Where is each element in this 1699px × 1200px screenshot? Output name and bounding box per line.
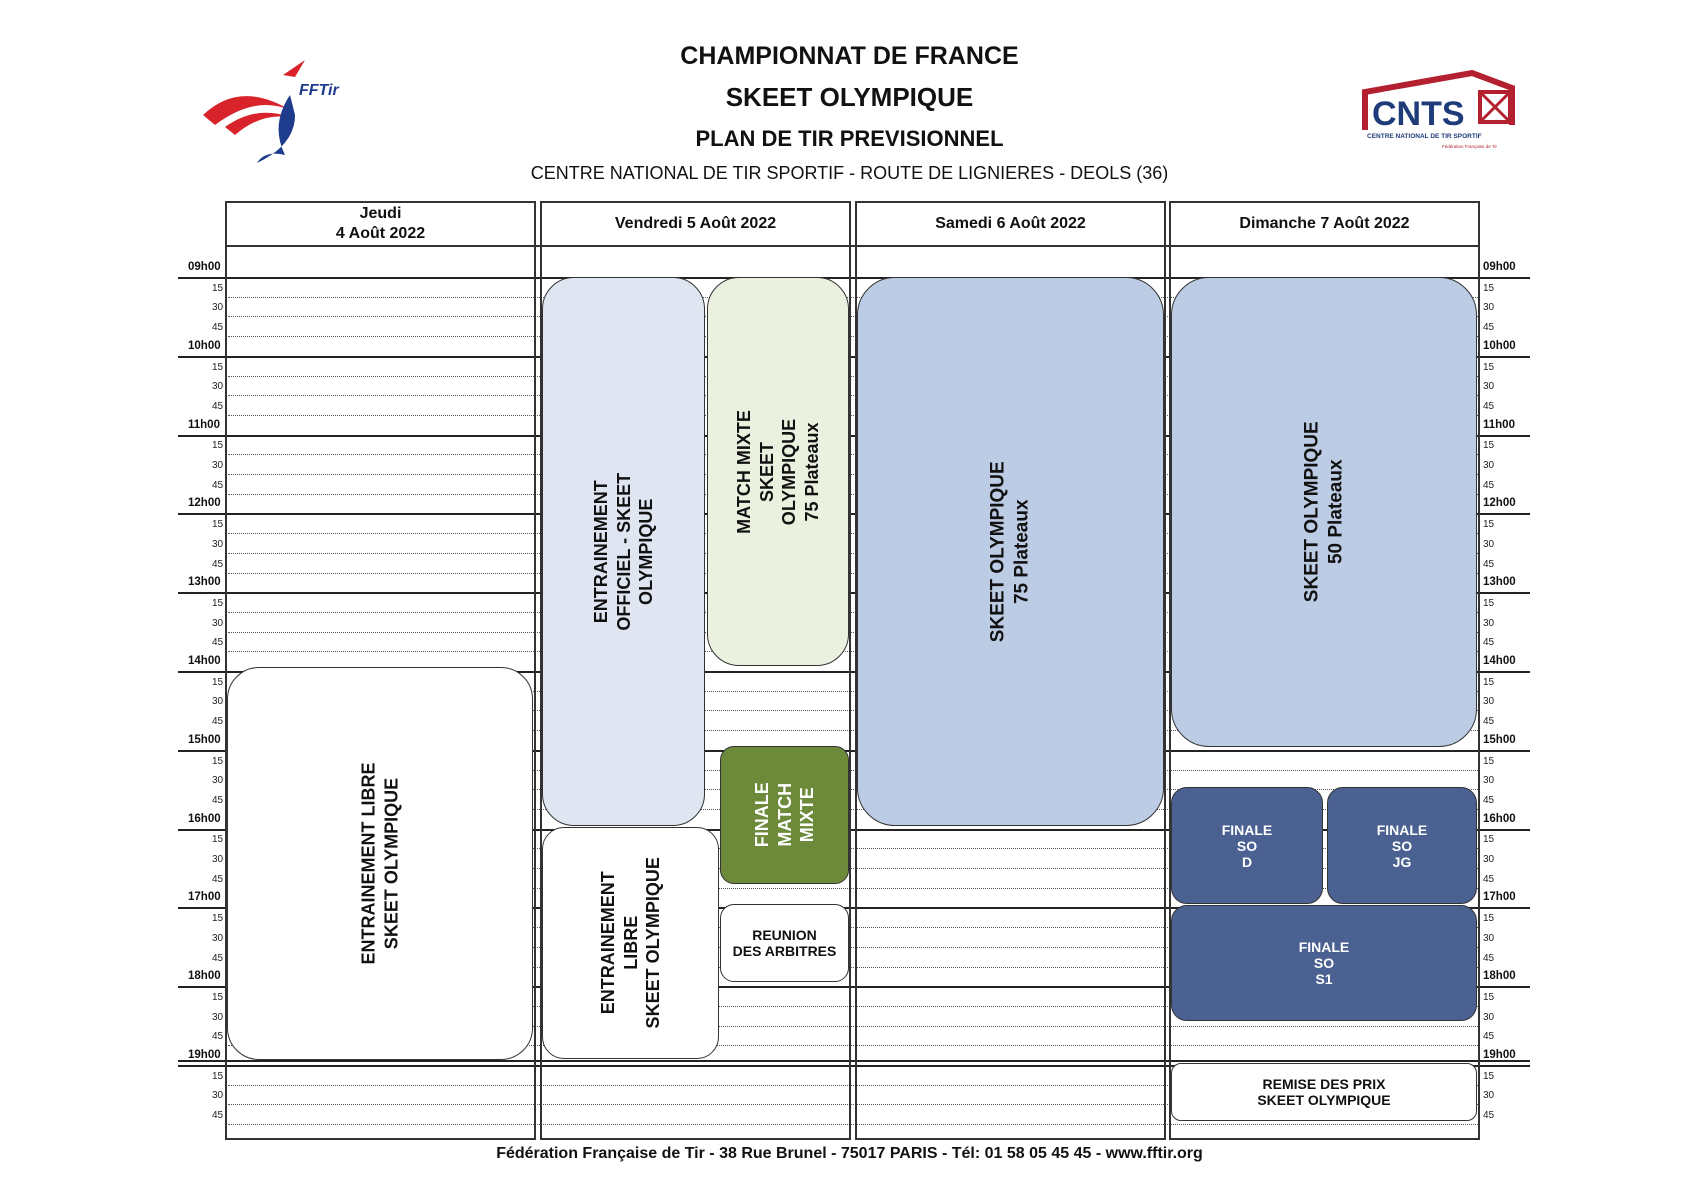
hour-label-right: 09h00 (1483, 261, 1516, 273)
minute-label-right: 30 (1483, 1090, 1495, 1102)
hour-label-left: 17h00 (188, 891, 221, 904)
hour-label-left: 13h00 (188, 576, 221, 589)
minute-label-left: 15 (212, 597, 224, 609)
hour-label-left: 16h00 (188, 812, 221, 825)
minute-label-left: 15 (212, 991, 224, 1003)
day-header-samedi: Samedi 6 Août 2022 (935, 215, 1086, 232)
footer-contact: Fédération Française de Tir - 38 Rue Brunel - 75017 PARIS - Tél: 01 58 05 45 45 - www.fftir.org (496, 1145, 1203, 1162)
minute-label-right: 15 (1483, 755, 1495, 767)
minute-label-right: 15 (1483, 361, 1495, 373)
event-vendredi-reunion-arbitres (720, 904, 849, 982)
event-label: SKEET OLYMPIQUE 50 Plateaux (1301, 421, 1346, 603)
minute-label-right: 30 (1483, 538, 1495, 550)
minute-label-left: 45 (212, 558, 224, 570)
hour-label-right: 11h00 (1483, 418, 1515, 431)
fftir-logo (195, 55, 370, 165)
minute-label-right: 45 (1483, 716, 1495, 728)
minute-label-left: 15 (212, 913, 224, 925)
hour-label-right: 18h00 (1483, 970, 1516, 983)
minute-label-right: 45 (1483, 400, 1495, 412)
minute-label-right: 15 (1483, 834, 1495, 846)
minute-label-left: 15 (212, 440, 224, 452)
event-vendredi-entrainement-libre (542, 827, 719, 1059)
minute-label-left: 45 (212, 794, 224, 806)
minute-label-left: 30 (212, 460, 224, 471)
minute-label-right: 30 (1483, 775, 1495, 787)
title-discipline: SKEET OLYMPIQUE (725, 82, 974, 112)
event-label: FINALE SO D (1221, 821, 1273, 870)
hour-label-right: 15h00 (1483, 733, 1516, 746)
minute-label-left: 30 (212, 1090, 224, 1102)
minute-label-left: 30 (212, 696, 224, 708)
minute-label-right: 45 (1483, 322, 1495, 334)
minute-label-right: 15 (1483, 519, 1495, 531)
minute-label-right: 45 (1483, 873, 1495, 885)
minute-label-left: 15 (212, 834, 224, 846)
minute-label-left: 30 (212, 775, 224, 787)
minute-label-right: 30 (1483, 932, 1495, 944)
minute-label-right: 30 (1483, 1011, 1495, 1023)
hour-label-right: 13h00 (1483, 576, 1516, 589)
event-dimanche-finale-s1 (1171, 905, 1477, 1021)
hour-label-left: 12h00 (188, 497, 221, 510)
minute-label-right: 45 (1483, 558, 1495, 570)
minute-label-right: 45 (1483, 479, 1495, 491)
minute-label-left: 45 (212, 873, 224, 885)
event-dimanche-skeet-olympique (1171, 277, 1477, 747)
title-plan: PLAN DE TIR PREVISIONNEL (695, 126, 1004, 151)
minute-label-right: 15 (1483, 597, 1495, 609)
event-samedi-skeet-olympique (857, 277, 1164, 826)
minute-label-left: 30 (212, 932, 224, 944)
event-label: SKEET OLYMPIQUE 75 Plateaux (987, 461, 1033, 642)
fftir-wordmark: FFTir (299, 82, 339, 99)
minute-label-right: 45 (1483, 794, 1495, 806)
hour-label-right: 19h00 (1483, 1049, 1516, 1061)
minute-label-left: 15 (212, 282, 224, 294)
event-label: FINALE SO JG (1376, 821, 1428, 870)
hour-label-right: 12h00 (1483, 497, 1516, 510)
minute-label-left: 15 (212, 755, 224, 767)
event-label: ENTRAINEMENT OFFICIEL - SKEET OLYMPIQUE (590, 472, 656, 631)
minute-label-left: 30 (212, 302, 224, 314)
minute-label-left: 45 (212, 716, 224, 728)
minute-label-right: 15 (1483, 1070, 1495, 1082)
minute-label-right: 30 (1483, 302, 1495, 314)
event-label: FINALE SO S1 (1298, 939, 1350, 987)
hour-label-left: 14h00 (188, 655, 221, 667)
minute-label-right: 30 (1483, 854, 1495, 865)
minute-label-right: 45 (1483, 637, 1495, 649)
minute-label-left: 45 (212, 1031, 224, 1043)
minute-label-right: 15 (1483, 282, 1495, 294)
day-header-dimanche: Dimanche 7 Août 2022 (1239, 215, 1410, 232)
minute-label-right: 45 (1483, 952, 1495, 964)
minute-label-left: 30 (212, 381, 224, 393)
minute-label-right: 30 (1483, 617, 1495, 629)
minute-label-right: 30 (1483, 460, 1495, 471)
day-header-vendredi: Vendredi 5 Août 2022 (614, 215, 777, 232)
hour-label-right: 14h00 (1483, 655, 1516, 667)
minute-label-left: 30 (212, 538, 224, 550)
event-vendredi-match-mixte (707, 277, 849, 666)
cnts-logo (1362, 70, 1522, 155)
event-vendredi-entrainement-officiel (542, 277, 705, 826)
minute-label-left: 45 (212, 322, 224, 334)
minute-label-right: 30 (1483, 696, 1495, 708)
hour-label-right: 17h00 (1483, 891, 1516, 904)
venue-address: CENTRE NATIONAL DE TIR SPORTIF - ROUTE DE LIGNIERES - DEOLS (36) (530, 163, 1169, 183)
hour-label-left: 10h00 (188, 339, 221, 352)
cnts-subtitle: CENTRE NATIONAL DE TIR SPORTIF (1367, 133, 1482, 140)
header-divider (225, 245, 1480, 247)
hour-label-left: 19h00 (188, 1049, 221, 1061)
minute-label-right: 45 (1483, 1110, 1495, 1122)
cnts-wordmark: CNTS (1372, 95, 1465, 133)
minute-label-right: 15 (1483, 676, 1495, 688)
minute-label-right: 15 (1483, 440, 1495, 452)
event-dimanche-finale-d (1171, 787, 1323, 904)
minute-label-left: 45 (212, 952, 224, 964)
minute-label-right: 30 (1483, 381, 1495, 393)
minute-label-right: 15 (1483, 991, 1495, 1003)
event-jeudi-entrainement-libre (227, 667, 533, 1060)
hour-label-left: 09h00 (188, 261, 221, 273)
event-vendredi-finale-mixte (720, 746, 849, 884)
minute-label-left: 15 (212, 676, 224, 688)
minute-label-left: 15 (212, 1070, 224, 1082)
minute-label-left: 45 (212, 400, 224, 412)
minute-label-left: 30 (212, 617, 224, 629)
minute-label-left: 30 (212, 1011, 224, 1023)
hour-label-left: 11h00 (188, 418, 220, 431)
title-championnat: CHAMPIONNAT DE FRANCE (680, 42, 1019, 70)
event-label: MATCH MIXTE SKEET OLYMPIQUE 75 Plateaux (734, 409, 822, 534)
hour-label-left: 18h00 (188, 970, 221, 983)
minute-label-left: 45 (212, 479, 224, 491)
hour-label-right: 16h00 (1483, 812, 1516, 825)
minute-label-right: 45 (1483, 1031, 1495, 1043)
event-label: FINALE MATCH MIXTE (751, 782, 817, 848)
minute-label-left: 30 (212, 854, 224, 865)
event-label: ENTRAINEMENT LIBRE SKEET OLYMPIQUE (358, 762, 401, 965)
minute-label-left: 15 (212, 361, 224, 373)
event-label: REUNION DES ARBITRES (732, 927, 837, 959)
event-dimanche-remise-des-prix (1171, 1063, 1477, 1121)
event-label: REMISE DES PRIX SKEET OLYMPIQUE (1257, 1076, 1391, 1108)
day-header-jeudi: Jeudi 4 Août 2022 (335, 205, 426, 242)
event-label: ENTRAINEMENT LIBRE SKEET OLYMPIQUE (597, 857, 663, 1029)
hour-label-right: 10h00 (1483, 339, 1516, 352)
minute-label-left: 45 (212, 637, 224, 649)
cnts-federation: Fédération Française de Tir (1442, 144, 1498, 149)
minute-label-left: 15 (212, 519, 224, 531)
minute-label-left: 45 (212, 1110, 224, 1122)
event-dimanche-finale-jg (1327, 787, 1477, 904)
hour-label-left: 15h00 (188, 733, 221, 746)
minute-label-right: 15 (1483, 913, 1495, 925)
